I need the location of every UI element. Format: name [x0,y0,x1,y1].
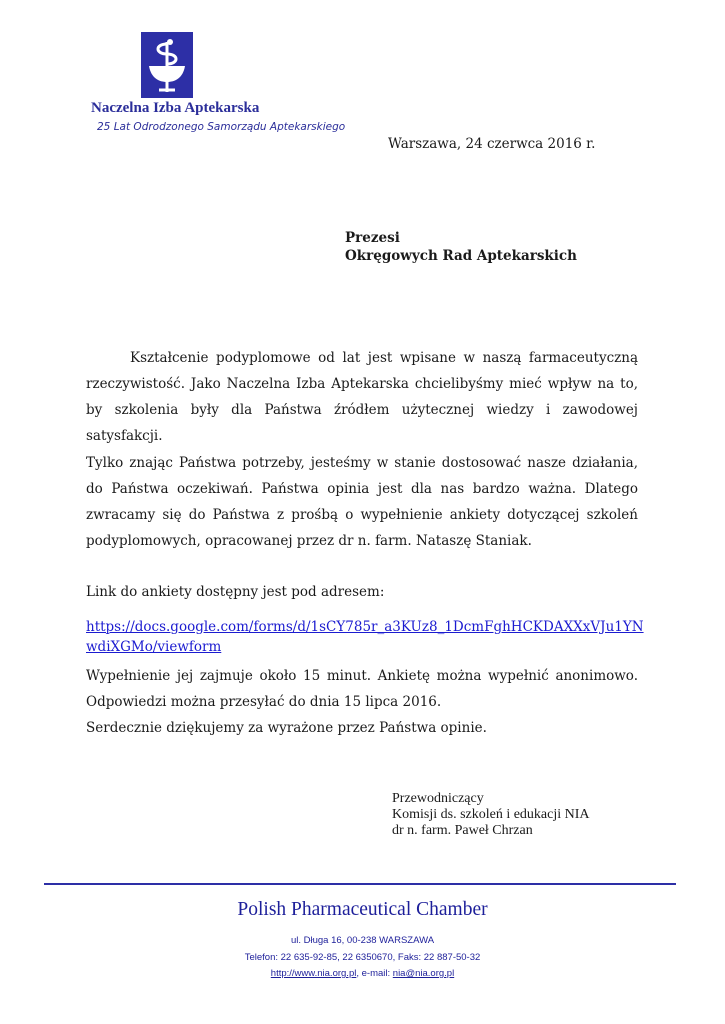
signature-role: Przewodniczący [392,791,484,806]
paragraph-3: Wypełnienie jej zajmuje około 15 minut. Ankietę można wypełnić anonimowo. Odpowiedzi można przesyłać do dnia 15 lipca 2016. [86,668,638,710]
footer-email-link[interactable]: nia@nia.org.pl [392,968,455,979]
org-name: Naczelna Izba Aptekarska [91,100,260,116]
paragraph-2: Tylko znając Państwa potrzeby, jesteśmy w stanie dostosować nasze działania, do Państwa oczekiwań. Państwa opinia jest dla nas bardzo ważna. Dlatego zwracamy się do Państwa z prośbą o wypełnienie ankiety dotyczącej szkoleń podyplomowych, opracowanej przez dr n. farm. Nataszę Staniak. [86,455,638,549]
footer-phones: Telefon: 22 635-92-85, 22 6350670, Faks: 22 887-50-32 [244,952,481,963]
caduceus-bowl-snake-icon [141,32,193,98]
survey-link[interactable]: https://docs.google.com/forms/d/1sCY785r_a3KUz8_1DcmFghHCKDAXXxVJu1YNwdiXGMo/viewform [86,619,644,655]
paragraph-1: Kształcenie podyplomowe od lat jest wpisane w naszą farmaceutyczną rzeczywistość. Jako Naczelna Izba Aptekarska chcielibyśmy mieć wpływ na to, by szkolenia były dla Państwa źródłem użytecznej wiedzy i zawodowej satysfakcji. [86,350,638,444]
footer-address: ul. Długa 16, 00-238 WARSZAWA [290,935,435,946]
footer-divider [44,883,676,885]
addressee-line-2: Okręgowych Rad Aptekarskich [345,248,577,264]
signature-name: dr n. farm. Paweł Chrzan [392,823,533,838]
signature-committee: Komisji ds. szkoleń i edukacji NIA [392,807,590,822]
org-subtitle: 25 Lat Odrodzonego Samorządu Aptekarskiego [97,121,346,133]
letter-date: Warszawa, 24 czerwca 2016 r. [388,136,596,152]
addressee-line-1: Prezesi [345,230,400,246]
footer-email-label: , e-mail: [356,968,393,979]
footer-contact [0,968,725,979]
footer-website-link[interactable]: http://www.nia.org.pl [270,968,357,979]
logo-box [141,32,193,98]
footer-title: Polish Pharmaceutical Chamber [237,899,488,920]
thanks-line: Serdecznie dziękujemy za wyrażone przez Państwa opinie. [86,720,487,736]
link-intro: Link do ankiety dostępny jest pod adresem: [86,584,385,600]
